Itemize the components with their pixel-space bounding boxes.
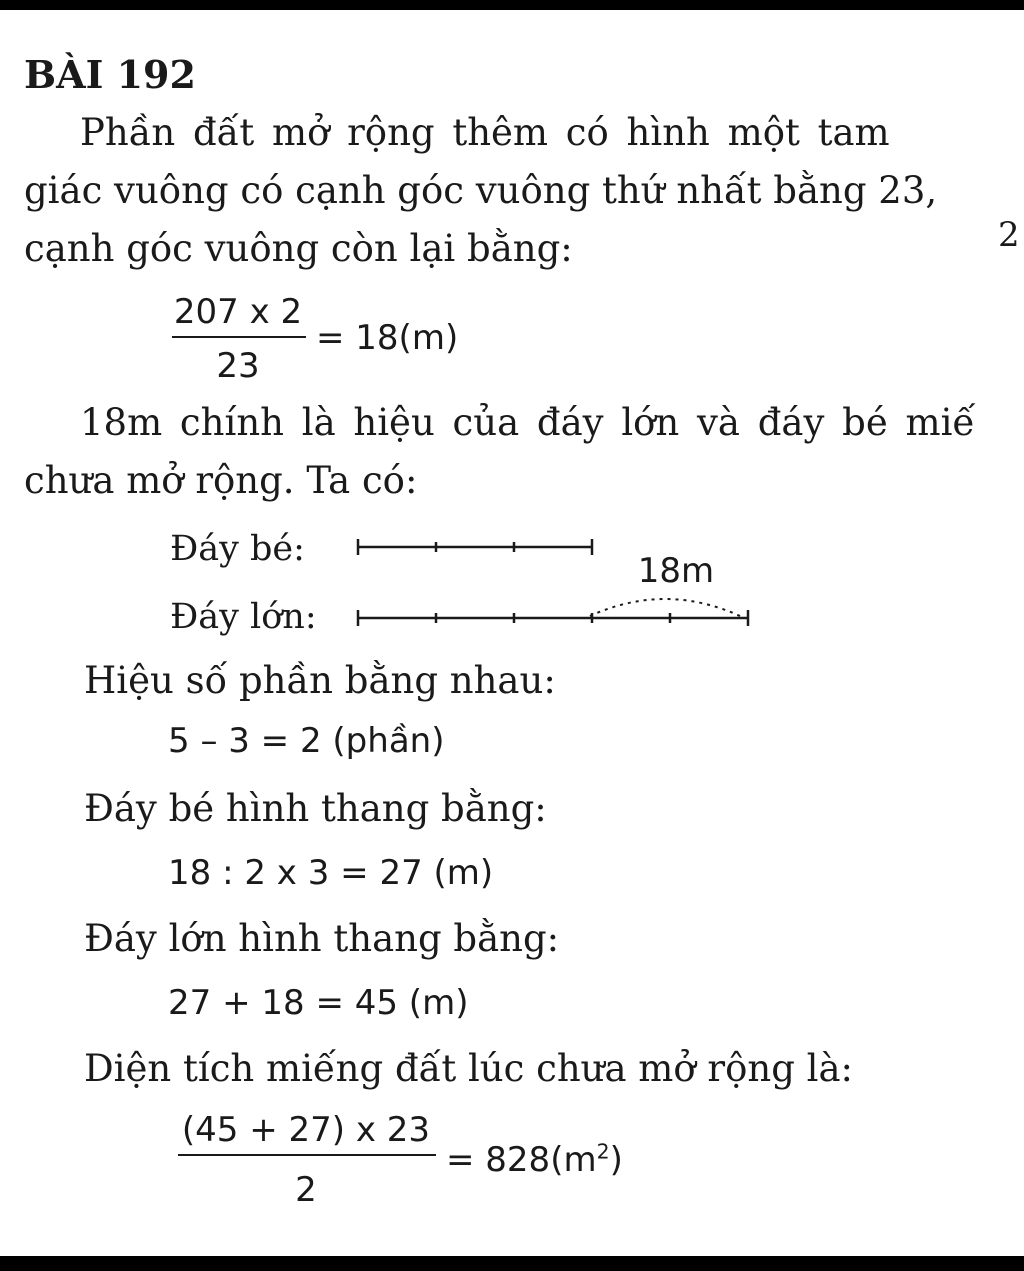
fraction2-bar [178,1154,436,1156]
bracket-18m [590,599,740,616]
step1-heading: Hiệu số phần bằng nhau: [84,659,556,702]
segment-diagram [340,530,760,640]
label-small-base: Đáy bé: [170,529,305,569]
bottom-border [0,1256,1024,1271]
bracket-label: 18m [637,551,715,591]
lesson-title: BÀI 192 [24,52,196,97]
fraction-bar [172,336,306,338]
step2-heading: Đáy bé hình thang bằng: [84,787,547,830]
formula2-result-main: = 828(m [446,1140,597,1180]
label-large-base: Đáy lớn: [170,597,317,637]
fraction-numerator: 207 x 2 [173,292,303,332]
step2-calc: 18 : 2 x 3 = 27 (m) [168,853,494,893]
step3-calc: 27 + 18 = 45 (m) [168,983,469,1023]
paragraph-line-3: cạnh góc vuông còn lại bằng: [24,227,573,270]
formula2-result [446,1140,623,1180]
formula2-result-exponent: 2 [596,1139,610,1164]
top-border [0,0,1024,10]
margin-mark: 2 [998,215,1020,255]
small-base-segment [358,539,592,555]
formula1-result: = 18(m) [316,318,459,358]
fraction-denominator: 23 [216,346,260,386]
step1-calc: 5 – 3 = 2 (phần) [168,721,445,761]
formula2-result-close: ) [609,1140,623,1180]
paragraph2-line-2: chưa mở rộng. Ta có: [24,459,418,502]
paragraph-line-1: Phần đất mở rộng thêm có hình một tam [80,111,890,154]
large-base-segment [358,610,748,626]
paragraph2-line-1: 18m chính là hiệu của đáy lớn và đáy bé miế [80,401,976,444]
step3-heading: Đáy lớn hình thang bằng: [84,917,560,960]
step4-heading: Diện tích miếng đất lúc chưa mở rộng là: [84,1047,854,1090]
paragraph-line-2: giác vuông có cạnh góc vuông thứ nhất bằng 23, [24,169,938,212]
fraction2-numerator: (45 + 27) x 23 [181,1110,431,1150]
fraction2-denominator: 2 [295,1170,317,1210]
fraction-area [174,1110,438,1216]
fraction-207x2-over-23 [168,292,308,392]
